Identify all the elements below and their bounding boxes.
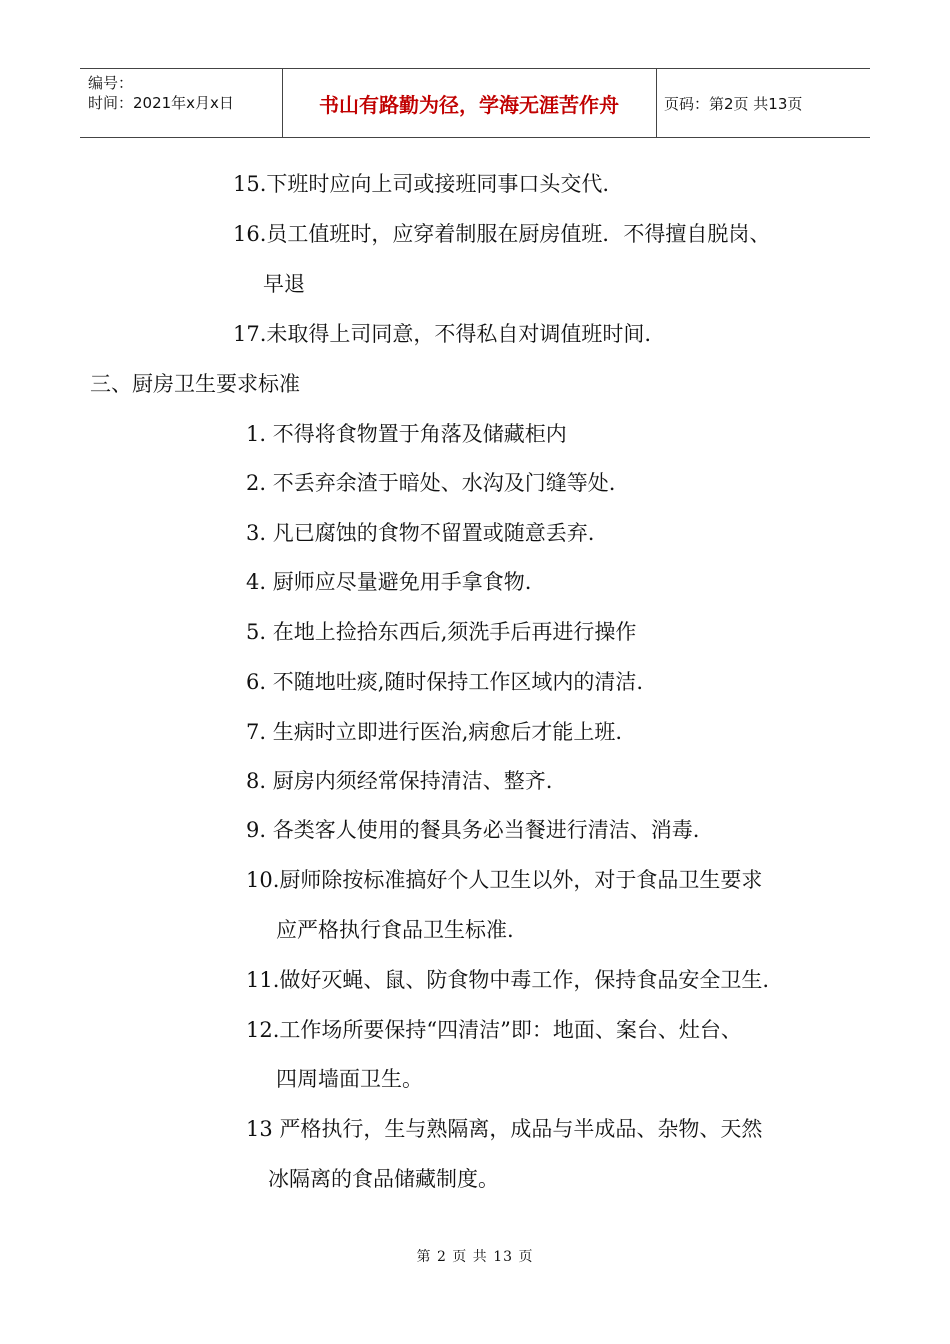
rule-16: 16.员工值班时，应穿着制服在厨房值班．不得擅自脱岗、 xyxy=(233,222,771,246)
hygiene-item-12-cont: 四周墙面卫生。 xyxy=(276,1067,423,1091)
section-heading: 三、厨房卫生要求标准 xyxy=(90,372,300,396)
hygiene-item-4: 4. 厨师应尽量避免用手拿食物. xyxy=(246,570,532,594)
rule-16-cont: 早退 xyxy=(263,272,305,296)
hygiene-item-1: 1. 不得将食物置于角落及储藏柜内 xyxy=(246,422,567,446)
hygiene-item-3: 3. 凡已腐蚀的食物不留置或随意丢弃. xyxy=(246,521,595,545)
header-divider xyxy=(656,69,657,137)
hygiene-item-9: 9. 各类客人使用的餐具务必当餐进行清洁、消毒. xyxy=(246,818,700,842)
hygiene-item-7: 7. 生病时立即进行医治,病愈后才能上班. xyxy=(246,720,623,744)
header-meta xyxy=(88,73,234,113)
rule-17: 17.未取得上司同意，不得私自对调值班时间. xyxy=(233,322,652,346)
hygiene-item-5: 5. 在地上捡拾东西后,须洗手后再进行操作 xyxy=(246,620,637,644)
hygiene-item-2: 2. 不丢弃余渣于暗处、水沟及门缝等处. xyxy=(246,471,616,495)
hygiene-item-10: 10.厨师除按标准搞好个人卫生以外，对于食品卫生要求 xyxy=(246,868,763,892)
rule-15: 15.下班时应向上司或接班同事口头交代. xyxy=(233,172,610,196)
hygiene-item-11: 11.做好灭蝇、鼠、防食物中毒工作，保持食品安全卫生. xyxy=(246,968,770,992)
number-label: 编号： xyxy=(88,74,134,92)
hygiene-item-8: 8. 厨房内须经常保持清洁、整齐. xyxy=(246,769,553,793)
header-page-info: 页码：第2页 共13页 xyxy=(664,94,803,113)
hygiene-item-13-cont: 冰隔离的食品储藏制度。 xyxy=(268,1167,499,1191)
page-header xyxy=(80,68,870,138)
time-label: 时间：2021年x月x日 xyxy=(88,94,234,112)
hygiene-item-6: 6. 不随地吐痰,随时保持工作区域内的清洁. xyxy=(246,670,644,694)
hygiene-item-10-cont: 应严格执行食品卫生标准. xyxy=(276,918,514,942)
hygiene-item-12: 12.工作场所要保持“四清洁”即：地面、案台、灶台、 xyxy=(246,1018,742,1042)
page-footer: 第 2 页 共 13 页 xyxy=(416,1249,534,1265)
hygiene-item-13: 13 严格执行，生与熟隔离，成品与半成品、杂物、天然 xyxy=(246,1117,763,1141)
header-motto: 书山有路勤为径，学海无涯苦作舟 xyxy=(319,92,619,117)
